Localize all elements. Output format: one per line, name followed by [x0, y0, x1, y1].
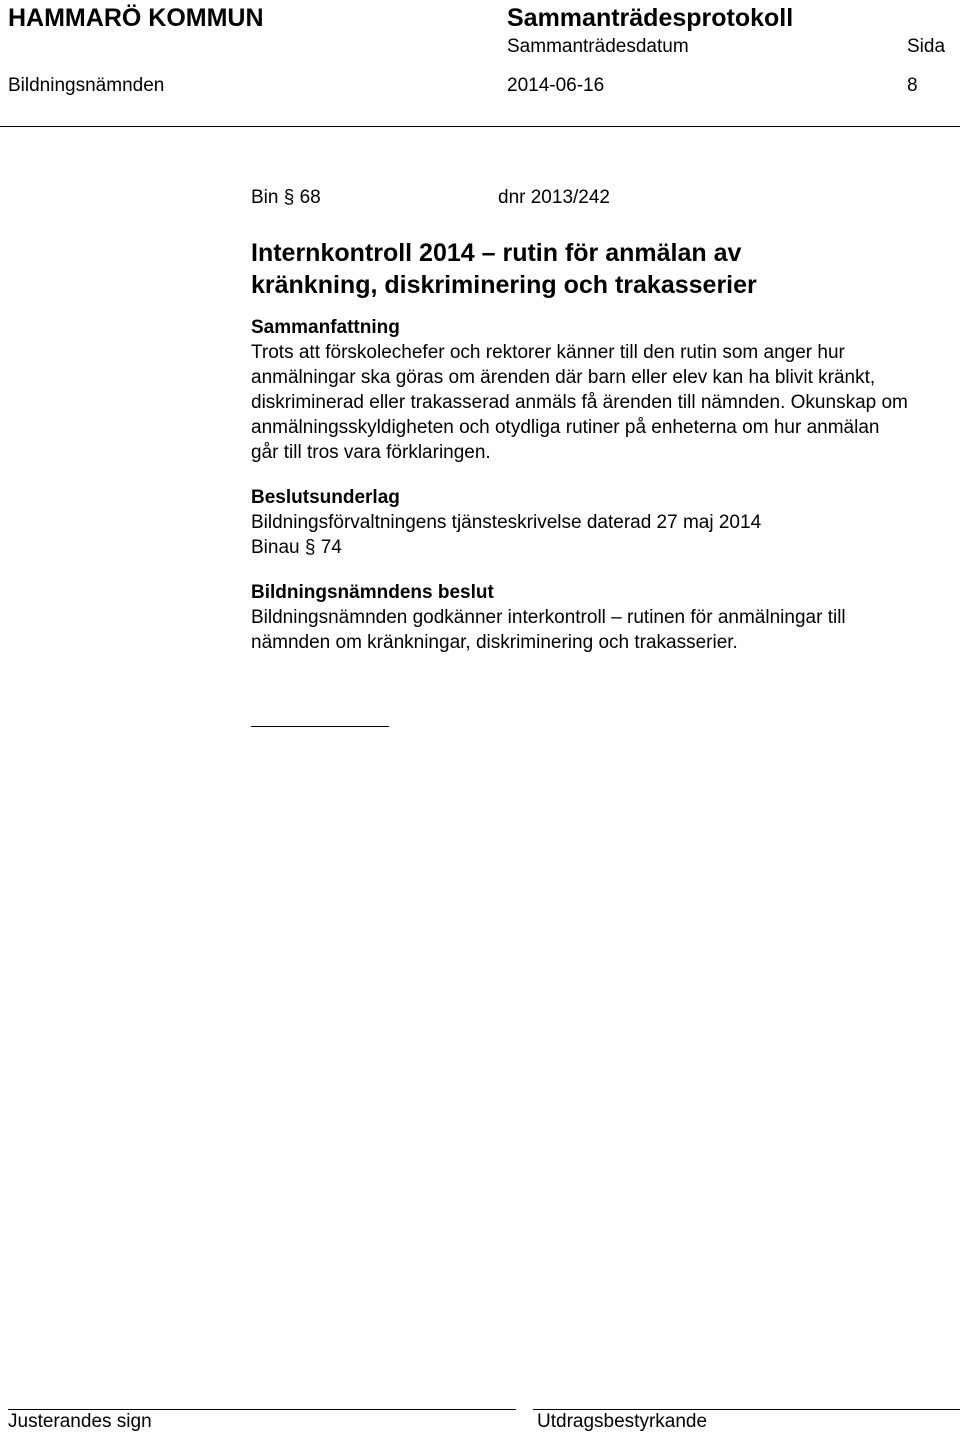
extract-certification-label: Utdragsbestyrkande: [537, 1411, 708, 1432]
meeting-date-label: Sammanträdesdatum: [507, 36, 689, 57]
decision-basis-line: Binau § 74: [251, 537, 342, 558]
meeting-date: 2014-06-16: [507, 75, 605, 96]
committee-name: Bildningsnämnden: [8, 75, 165, 96]
item-title: Internkontroll 2014 – rutin för anmälan av kränkning, diskriminering och trakasserier: [251, 239, 757, 299]
section-heading-decision: Bildningsnämndens beslut: [251, 582, 494, 603]
adjuster-signature-label: Justerandes sign: [8, 1411, 152, 1432]
registration-number: dnr 2013/242: [498, 187, 610, 208]
summary-paragraph: Trots att förskolechefer och rektorer känner till den rutin som anger hur anmälningar ska göras om ärenden där barn eller elev kan ha blivit kränkt, diskriminerad eller trakasserad anmäls få ärenden till nämnden. Okunskap om anmälningsskyldigheten och otydliga rutiner på enheterna om hur anmälan går till tros vara förklaringen.: [251, 342, 908, 463]
document-type: Sammanträdesprotokoll: [507, 4, 794, 32]
decision-basis-line: Bildningsförvaltningens tjänsteskrivelse daterad 27 maj 2014: [251, 512, 762, 533]
protocol-item: [251, 185, 911, 655]
section-heading-summary: Sammanfattning: [251, 317, 400, 338]
signature-line-left: [8, 1409, 516, 1410]
organization-name: HAMMARÖ KOMMUN: [8, 4, 264, 32]
section-heading-decision-basis: Beslutsunderlag: [251, 487, 400, 508]
case-number: Bin § 68: [251, 187, 321, 208]
signature-line-right: [533, 1409, 960, 1410]
header-divider: [0, 126, 960, 127]
page-number: 8: [907, 75, 918, 96]
page-label: Sida: [907, 36, 946, 57]
item-end-rule: [251, 726, 389, 727]
case-reference: [251, 185, 911, 210]
decision-paragraph: Bildningsnämnden godkänner interkontroll – rutinen för anmälningar till nämnden om kränkningar, diskriminering och trakasserier.: [251, 607, 846, 653]
